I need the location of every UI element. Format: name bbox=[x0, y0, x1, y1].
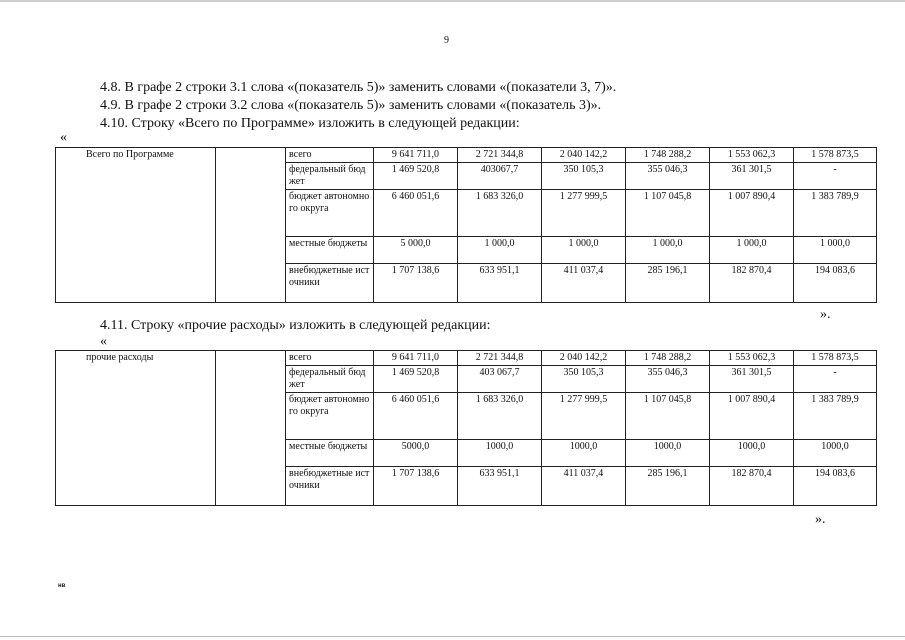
table-row bbox=[56, 148, 877, 163]
value-cell: 9 641 711,0 bbox=[374, 351, 458, 366]
table-total-program bbox=[55, 147, 877, 303]
value-cell: 1 107 045,8 bbox=[626, 190, 710, 237]
value-cell: 1 553 062,3 bbox=[710, 148, 794, 163]
value-cell: 1000,0 bbox=[794, 440, 877, 467]
value-cell: 1 007 890,4 bbox=[710, 393, 794, 440]
value-cell: - bbox=[794, 366, 877, 393]
source-label-cell: внебюджетные источники bbox=[286, 467, 374, 506]
value-cell: 1 383 789,9 bbox=[794, 393, 877, 440]
paragraph-4-9: 4.9. В графе 2 строки 3.2 слова «(показатель 5)» заменить словами «(показатель 3)». bbox=[100, 98, 602, 113]
value-cell: 1 107 045,8 bbox=[626, 393, 710, 440]
value-cell: 1 000,0 bbox=[458, 237, 542, 264]
value-cell: 6 460 051,6 bbox=[374, 190, 458, 237]
opening-quote-2: « bbox=[100, 334, 107, 349]
source-label-cell: бюджет автономного округа bbox=[286, 190, 374, 237]
source-label-cell: всего bbox=[286, 148, 374, 163]
opening-quote-1: « bbox=[60, 130, 67, 145]
empty-column-cell bbox=[216, 351, 286, 506]
value-cell: 1 000,0 bbox=[542, 237, 626, 264]
value-cell: 2 721 344,8 bbox=[458, 148, 542, 163]
value-cell: 1 683 326,0 bbox=[458, 190, 542, 237]
value-cell: 1 578 873,5 bbox=[794, 148, 877, 163]
row-title: прочие расходы bbox=[56, 351, 216, 506]
value-cell: 403067,7 bbox=[458, 163, 542, 190]
source-label-cell: местные бюджеты bbox=[286, 440, 374, 467]
value-cell: 182 870,4 bbox=[710, 467, 794, 506]
value-cell: 1 748 288,2 bbox=[626, 351, 710, 366]
value-cell: 350 105,3 bbox=[542, 366, 626, 393]
table-other-expenses bbox=[55, 350, 877, 506]
value-cell: 411 037,4 bbox=[542, 264, 626, 303]
value-cell: 5 000,0 bbox=[374, 237, 458, 264]
value-cell: 1 707 138,6 bbox=[374, 467, 458, 506]
value-cell: 182 870,4 bbox=[710, 264, 794, 303]
source-label-cell: внебюджетные источники bbox=[286, 264, 374, 303]
value-cell: - bbox=[794, 163, 877, 190]
value-cell: 633 951,1 bbox=[458, 467, 542, 506]
value-cell: 1 277 999,5 bbox=[542, 393, 626, 440]
stamp-mark: нв bbox=[58, 583, 66, 589]
value-cell: 633 951,1 bbox=[458, 264, 542, 303]
closing-quote-1: ». bbox=[820, 307, 831, 322]
value-cell: 194 083,6 bbox=[794, 467, 877, 506]
value-cell: 1 007 890,4 bbox=[710, 190, 794, 237]
value-cell: 1 578 873,5 bbox=[794, 351, 877, 366]
value-cell: 285 196,1 bbox=[626, 467, 710, 506]
value-cell: 5000,0 bbox=[374, 440, 458, 467]
value-cell: 1 000,0 bbox=[626, 237, 710, 264]
value-cell: 1000,0 bbox=[710, 440, 794, 467]
value-cell: 1 000,0 bbox=[794, 237, 877, 264]
value-cell: 361 301,5 bbox=[710, 366, 794, 393]
value-cell: 1000,0 bbox=[458, 440, 542, 467]
value-cell: 2 040 142,2 bbox=[542, 148, 626, 163]
value-cell: 1 469 520,8 bbox=[374, 163, 458, 190]
paragraph-4-11: 4.11. Строку «прочие расходы» изложить в следующей редакции: bbox=[100, 318, 491, 333]
value-cell: 9 641 711,0 bbox=[374, 148, 458, 163]
value-cell: 6 460 051,6 bbox=[374, 393, 458, 440]
value-cell: 1 553 062,3 bbox=[710, 351, 794, 366]
closing-quote-2: ». bbox=[815, 512, 826, 527]
source-label-cell: федеральный бюджет bbox=[286, 366, 374, 393]
value-cell: 2 040 142,2 bbox=[542, 351, 626, 366]
value-cell: 2 721 344,8 bbox=[458, 351, 542, 366]
empty-column-cell bbox=[216, 148, 286, 303]
value-cell: 411 037,4 bbox=[542, 467, 626, 506]
value-cell: 1000,0 bbox=[542, 440, 626, 467]
paragraph-4-10: 4.10. Строку «Всего по Программе» изложить в следующей редакции: bbox=[100, 116, 520, 131]
bottom-border-line bbox=[0, 636, 905, 637]
value-cell: 361 301,5 bbox=[710, 163, 794, 190]
value-cell: 350 105,3 bbox=[542, 163, 626, 190]
value-cell: 1 383 789,9 bbox=[794, 190, 877, 237]
value-cell: 1000,0 bbox=[626, 440, 710, 467]
value-cell: 285 196,1 bbox=[626, 264, 710, 303]
source-label-cell: всего bbox=[286, 351, 374, 366]
source-label-cell: федеральный бюджет bbox=[286, 163, 374, 190]
paragraph-4-8: 4.8. В графе 2 строки 3.1 слова «(показатель 5)» заменить словами «(показатели 3, 7)». bbox=[100, 80, 617, 95]
value-cell: 355 046,3 bbox=[626, 366, 710, 393]
value-cell: 355 046,3 bbox=[626, 163, 710, 190]
value-cell: 403 067,7 bbox=[458, 366, 542, 393]
source-label-cell: бюджет автономного округа bbox=[286, 393, 374, 440]
value-cell: 1 683 326,0 bbox=[458, 393, 542, 440]
value-cell: 1 000,0 bbox=[710, 237, 794, 264]
value-cell: 1 748 288,2 bbox=[626, 148, 710, 163]
row-title: Всего по Программе bbox=[56, 148, 216, 303]
value-cell: 194 083,6 bbox=[794, 264, 877, 303]
source-label-cell: местные бюджеты bbox=[286, 237, 374, 264]
table-row bbox=[56, 351, 877, 366]
page-number: 9 bbox=[444, 35, 449, 46]
value-cell: 1 277 999,5 bbox=[542, 190, 626, 237]
value-cell: 1 707 138,6 bbox=[374, 264, 458, 303]
top-border-line bbox=[0, 0, 905, 2]
value-cell: 1 469 520,8 bbox=[374, 366, 458, 393]
